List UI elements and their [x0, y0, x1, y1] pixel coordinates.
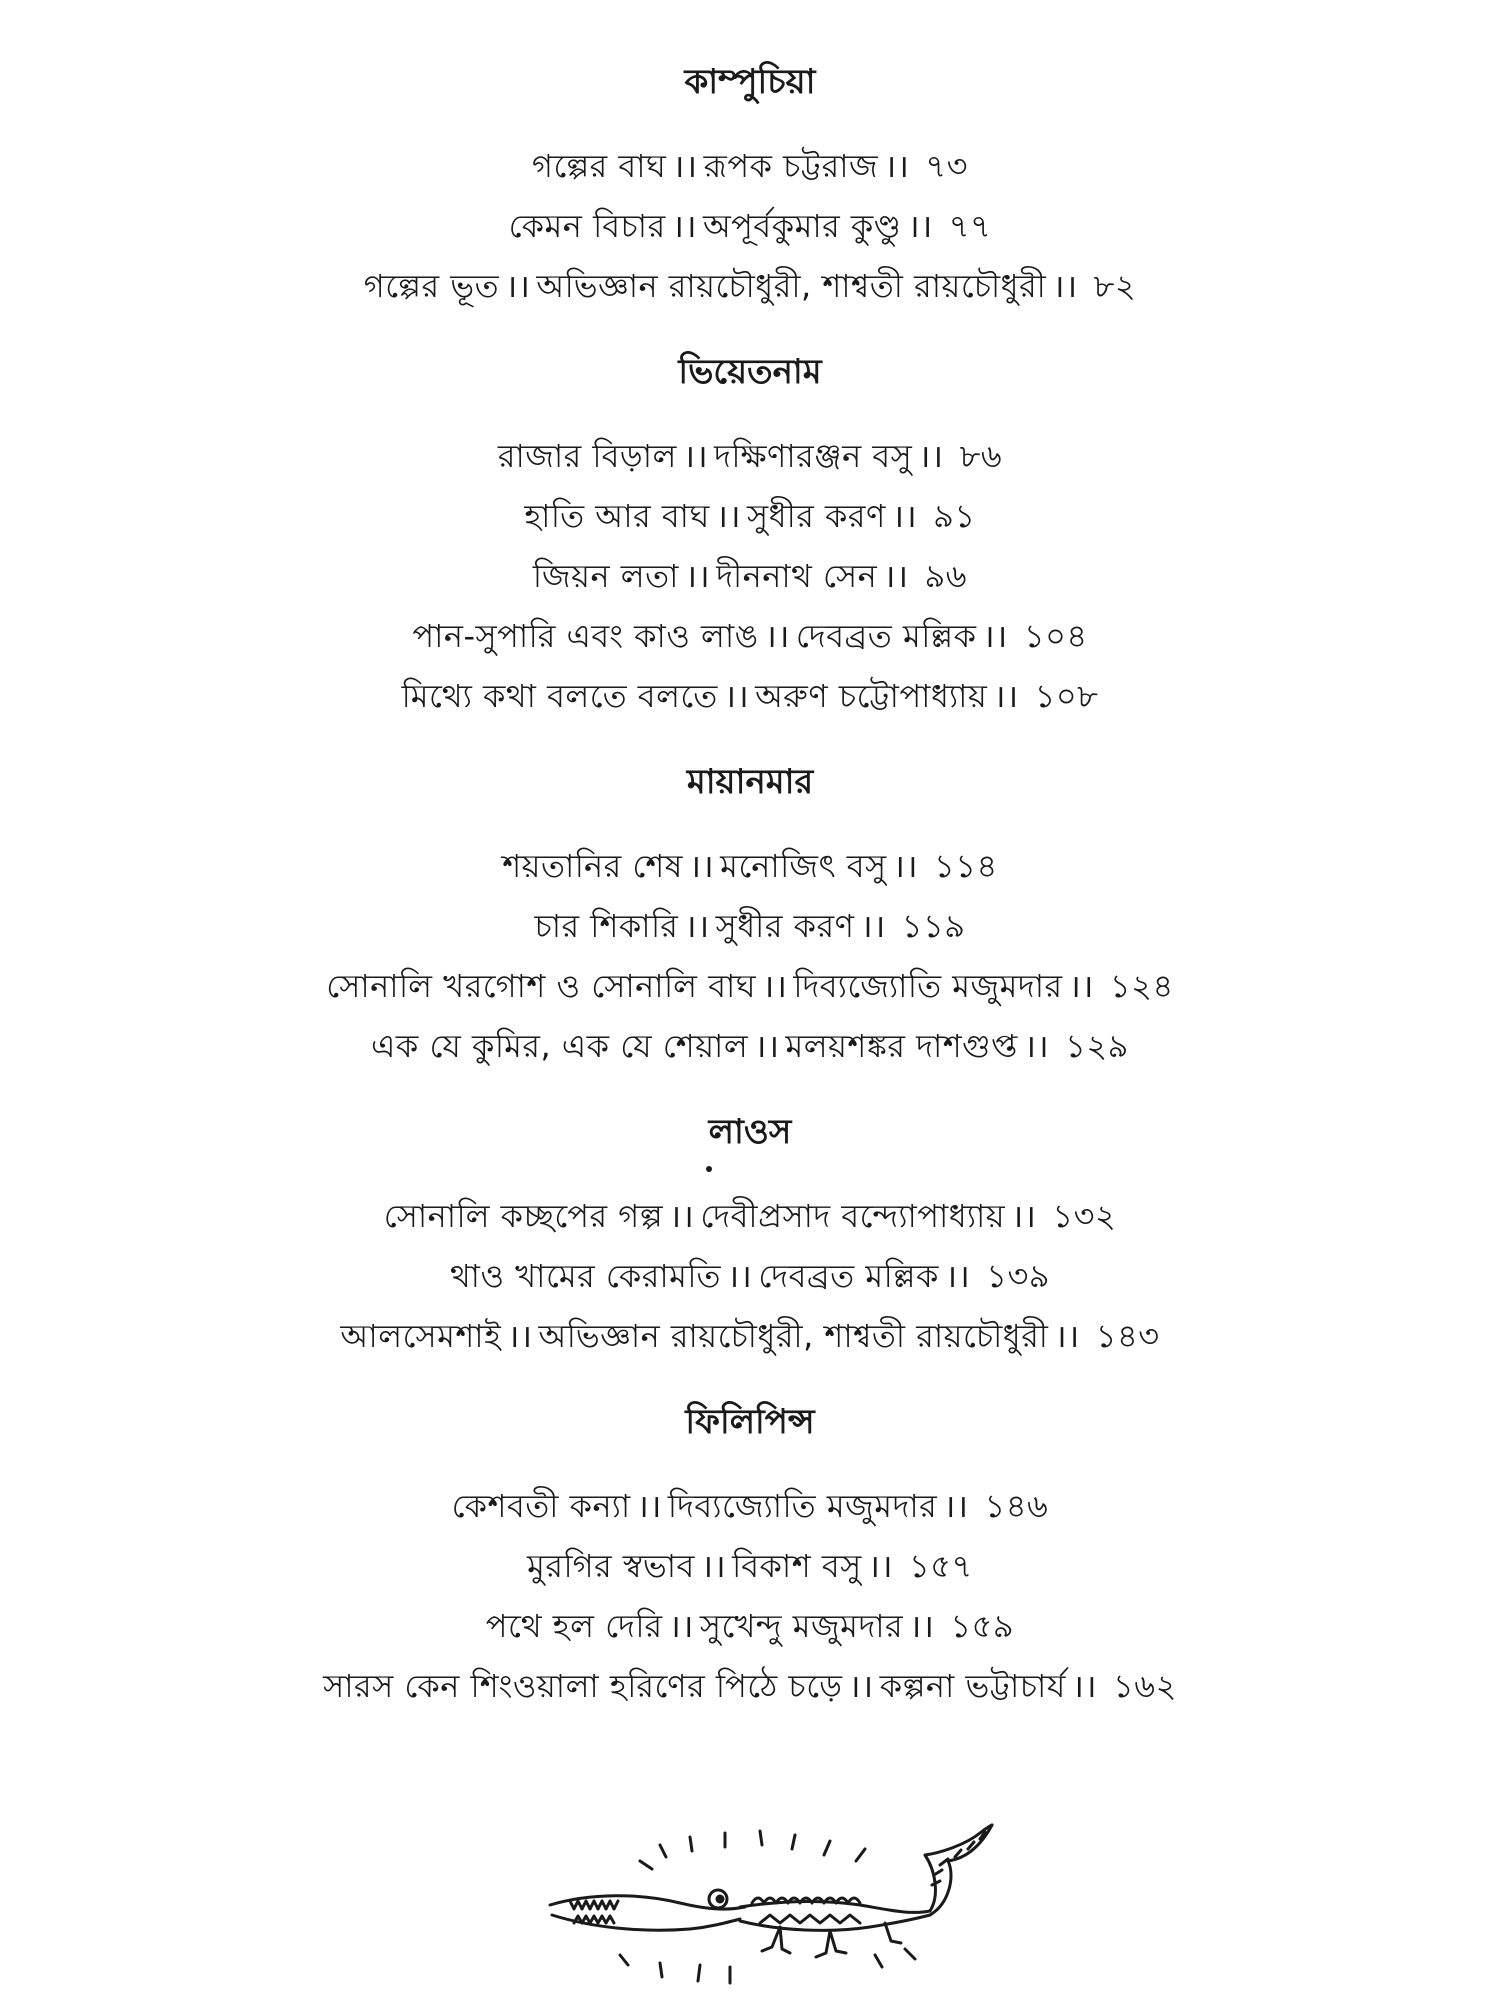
toc-entry[interactable]	[0, 606, 1500, 666]
ink-dot	[706, 1166, 712, 1172]
entry-title: সারস কেন শিংওয়ালা হরিণের পিঠে চড়ে	[323, 1667, 843, 1705]
entry-author: সুধীর করণ	[747, 497, 886, 535]
entry-page: ১১৪	[933, 847, 998, 885]
page-separator: ।।	[891, 497, 918, 535]
entry-page: ১৩২	[1052, 1197, 1117, 1235]
page-separator: ।।	[982, 617, 1008, 655]
entry-separator: ।।	[700, 1547, 727, 1585]
page-separator: ।।	[892, 847, 918, 885]
entry-title: পথে হল দেরি	[485, 1607, 663, 1645]
entry-author: রূপক চট্টরাজ	[703, 147, 879, 185]
toc-entry[interactable]	[0, 136, 1500, 196]
section-heading: ভিয়েতনাম	[678, 352, 822, 392]
entry-title: চার শিকারি	[534, 907, 679, 945]
entry-separator: ।।	[684, 557, 711, 595]
entry-title: গল্পের ভূত	[363, 267, 500, 305]
section-heading: কাম্পুচিয়া	[684, 62, 816, 102]
page-separator: ।।	[907, 207, 933, 245]
entry-author: অরুণ চট্টোপাধ্যায়	[755, 677, 988, 715]
entry-author: অভিজ্ঞান রায়চৌধুরী, শাশ্বতী রায়চৌধুরী	[536, 267, 1047, 305]
toc-entry[interactable]	[0, 1186, 1500, 1246]
entry-separator: ।।	[764, 617, 790, 655]
toc-entry[interactable]	[0, 836, 1500, 896]
entry-title: কেমন বিচার	[508, 207, 666, 245]
entry-title: হাতি আর বাঘ	[524, 497, 710, 535]
section-kampuchea	[0, 52, 1500, 316]
entry-separator: ।।	[669, 1197, 695, 1235]
toc-entry[interactable]	[0, 426, 1500, 486]
page-separator: ।।	[1011, 1197, 1037, 1235]
entry-author: অভিজ্ঞান রায়চৌধুরী, শাশ্বতী রায়চৌধুরী	[538, 1317, 1049, 1355]
section-myanmar	[0, 752, 1500, 1076]
toc-entry[interactable]	[0, 546, 1500, 606]
entry-page: ১৪৩	[1095, 1317, 1160, 1355]
entry-title: সোনালি কচ্ছপের গল্প	[383, 1197, 664, 1235]
page-separator: ।।	[1054, 1317, 1080, 1355]
page-separator: ।।	[993, 677, 1019, 715]
entry-separator: ।।	[505, 267, 531, 305]
section-vietnam	[0, 342, 1500, 726]
section-heading: মায়ানমার	[686, 762, 814, 802]
entry-title: পান-সুপারি এবং কাও লাঙ	[412, 617, 759, 655]
entry-author: দিব্যজ্যোতি মজুমদার	[667, 1487, 938, 1525]
page-separator: ।।	[883, 557, 909, 595]
entry-separator: ।।	[668, 1607, 694, 1645]
page-separator: ।।	[884, 147, 910, 185]
toc-entry[interactable]	[0, 1016, 1500, 1076]
toc-entry[interactable]	[0, 956, 1500, 1016]
entry-page: ১৪৬	[984, 1487, 1049, 1525]
toc-entry[interactable]	[0, 486, 1500, 546]
entry-title: এক যে কুমির, এক যে শেয়াল	[371, 1027, 749, 1065]
entry-author: দেবীপ্রসাদ বন্দ্যোপাধ্যায়	[700, 1197, 1006, 1235]
entry-page: ১০৮	[1034, 677, 1099, 715]
entry-author: অপূর্বকুমার কুণ্ডু	[702, 207, 902, 245]
page-separator: ।।	[1071, 1667, 1098, 1705]
page-separator: ।।	[860, 907, 886, 945]
page-separator: ।।	[1023, 1027, 1050, 1065]
entry-page: ৮২	[1093, 267, 1137, 305]
entry-separator: ।।	[636, 1487, 662, 1525]
toc-entry[interactable]	[0, 1246, 1500, 1306]
entry-separator: ।।	[672, 147, 698, 185]
entry-title: রাজার বিড়াল	[497, 437, 677, 475]
entry-separator: ।।	[688, 847, 715, 885]
entry-title: মিথ্যে কথা বলতে বলতে	[401, 677, 718, 715]
entry-page: ১৫৭	[909, 1547, 973, 1585]
entry-page: ১৩৯	[986, 1257, 1051, 1295]
section-heading: লাওস	[708, 1112, 792, 1152]
page-separator: ।।	[1052, 267, 1078, 305]
entry-separator: ।।	[762, 967, 788, 1005]
entry-author: দিব্যজ্যোতি মজুমদার	[793, 967, 1063, 1005]
entry-author: মনোজিৎ বসু	[720, 847, 887, 885]
entry-title: আলসেমশাই	[340, 1317, 502, 1355]
entry-title: শয়তানির শেষ	[502, 847, 683, 885]
toc-entry[interactable]	[0, 1476, 1500, 1536]
toc-entry[interactable]	[0, 896, 1500, 956]
entry-separator: ।।	[723, 677, 750, 715]
entry-page: ৯১	[933, 497, 976, 535]
entry-separator: ।।	[682, 437, 709, 475]
entry-page: ৯৬	[924, 557, 968, 595]
entry-author: সুখেন্দু মজুমদার	[699, 1607, 904, 1645]
entry-author: দক্ষিণারঞ্জন বসু	[714, 437, 913, 475]
entry-title: সোনালি খরগোশ ও সোনালি বাঘ	[326, 967, 757, 1005]
toc-entry[interactable]	[0, 1596, 1500, 1656]
entry-author: মলয়শঙ্কর দাশগুপ্ত	[785, 1027, 1018, 1065]
entry-page: ১১৯	[901, 907, 966, 945]
entry-author: বিকাশ বসু	[732, 1547, 862, 1585]
entry-page: ১৬২	[1113, 1667, 1177, 1705]
entry-separator: ।।	[507, 1317, 533, 1355]
crocodile-sketch-icon	[530, 1815, 1030, 1995]
entry-separator: ।।	[671, 207, 697, 245]
toc-entry[interactable]	[0, 256, 1500, 316]
entry-page: ১০৪	[1023, 617, 1088, 655]
entry-page: ১২৪	[1109, 967, 1174, 1005]
section-laos	[0, 1102, 1500, 1366]
page-separator: ।।	[918, 437, 944, 475]
toc-entry[interactable]	[0, 1536, 1500, 1596]
table-of-contents	[0, 52, 1500, 1716]
page-separator: ।।	[909, 1607, 935, 1645]
entry-title: মুরগির স্বভাব	[527, 1547, 695, 1585]
entry-title: জিয়ন লতা	[532, 557, 679, 595]
entry-page: ৭৭	[948, 207, 992, 245]
page-separator: ।।	[1068, 967, 1094, 1005]
entry-separator: ।।	[754, 1027, 780, 1065]
page-separator: ।।	[867, 1547, 894, 1585]
section-philippines	[0, 1392, 1500, 1716]
entry-page: ১২৯	[1065, 1027, 1129, 1065]
entry-author: দেবব্রত মল্লিক	[795, 617, 977, 655]
toc-entry[interactable]	[0, 196, 1500, 256]
page-separator: ।।	[944, 1257, 971, 1295]
entry-title: গল্পের বাঘ	[531, 147, 667, 185]
entry-page: ১৫৯	[950, 1607, 1015, 1645]
entry-separator: ।।	[715, 497, 741, 535]
entry-title: কেশবতী কন্যা	[451, 1487, 631, 1525]
entry-author: দেবব্রত মল্লিক	[758, 1257, 939, 1295]
page-separator: ।।	[943, 1487, 969, 1525]
entry-separator: ।।	[684, 907, 710, 945]
toc-entry[interactable]	[0, 1306, 1500, 1366]
entry-page: ৭৩	[925, 147, 968, 185]
entry-separator: ।।	[727, 1257, 753, 1295]
entry-author: দীননাথ সেন	[716, 557, 878, 595]
entry-author: কল্পনা ভট্টাচার্য	[879, 1667, 1066, 1705]
toc-entry[interactable]	[0, 666, 1500, 726]
entry-separator: ।।	[848, 1667, 874, 1705]
entry-title: থাও খামের কেরামতি	[449, 1257, 722, 1295]
toc-entry[interactable]	[0, 1656, 1500, 1716]
section-heading: ফিলিপিন্স	[685, 1402, 815, 1442]
entry-page: ৮৬	[959, 437, 1003, 475]
entry-author: সুধীর করণ	[715, 907, 855, 945]
